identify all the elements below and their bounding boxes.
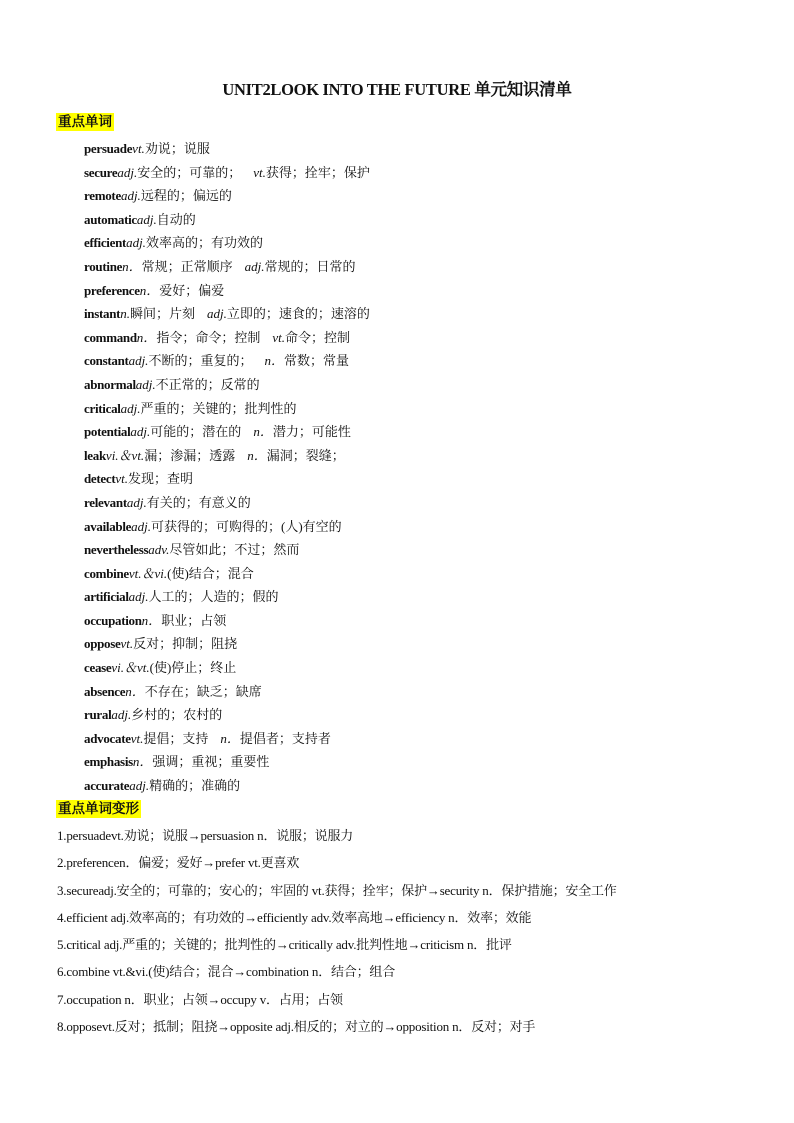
vocab-item [84,538,764,562]
part-of-speech: vt. [272,329,285,345]
definition: 不正常的；反常的 [155,376,260,392]
vocab-word: available [84,518,132,534]
part-of-speech: adj. [128,589,149,605]
vocab-item [84,750,764,774]
part-of-speech: adj. [120,400,141,416]
vocab-word: command [84,329,137,345]
part-of-speech: n． [220,730,240,746]
definition: 提倡；支持 [143,730,209,746]
vocab-item [84,632,764,656]
definition: 劝说；说服 [144,141,210,156]
part-of-speech: adj. [136,211,157,227]
vocab-word: automatic [84,211,137,227]
part-of-speech: vi.＆vt. [105,447,145,463]
vocab-word: advocate [84,730,131,746]
definition: 常规的；日常的 [264,258,356,274]
part-of-speech: vt.＆vi. [128,565,168,581]
part-of-speech: n. [120,306,130,322]
vocab-item [84,349,764,373]
vocab-item [84,137,764,161]
vocab-item [84,491,764,515]
vocab-word: cease [84,660,112,676]
definition: 瞬间；片刻 [129,306,195,322]
part-of-speech: adj. [120,188,141,204]
part-of-speech: n． [136,329,157,345]
vocab-word: remote [84,188,121,204]
part-of-speech: n． [139,282,160,298]
vocab-word: critical [84,400,121,416]
definition: 乡村的；农村的 [131,707,223,723]
part-of-speech: adj. [126,494,147,510]
definition: 漏洞；裂缝； [266,447,345,463]
word-form-item: 8.opposevt.反对；抵制；阻挠→opposite adj.相反的；对立的→opposition n．反对；对手 [57,1019,536,1035]
vocab-word: emphasis [84,754,133,770]
definition: 人工的；人造的；假的 [148,589,279,605]
vocab-word: combine [84,565,129,581]
definition: 安全的；可靠的； [137,164,242,180]
vocab-word: potential [84,424,131,440]
definition: 爱好；偏爱 [159,282,225,298]
vocab-item [84,255,764,279]
vocab-item [84,420,764,444]
part-of-speech: vt. [120,636,134,652]
vocab-item [84,609,764,633]
part-of-speech: adj. [130,424,151,440]
vocab-item [84,515,764,539]
vocab-word: secure [84,164,118,180]
word-forms-list [57,822,777,1040]
part-of-speech: vt. [253,164,266,180]
vocab-word: accurate [84,778,130,794]
page-title: UNIT2LOOK INTO THE FUTURE 单元知识清单 [222,80,572,99]
part-of-speech: vt. [130,730,144,746]
part-of-speech: adj. [129,778,150,794]
part-of-speech: n． [122,258,142,274]
definition: 潜力；可能性 [272,424,351,440]
definition: 获得；拴牢；保护 [265,164,370,180]
definition: 可能的；潜在的 [150,424,242,440]
vocab-item [84,397,764,421]
definition: 远程的；偏远的 [140,188,232,204]
definition: 反对；抑制；阻挠 [133,636,238,652]
vocab-word: efficient [84,235,127,251]
part-of-speech: adj. [206,306,227,322]
vocab-item [84,703,764,727]
definition: 不存在；缺乏；缺席 [144,683,262,699]
vocab-item [84,680,764,704]
vocab-word: absence [84,683,126,699]
definition: 漏；渗漏；透露 [144,447,236,463]
vocab-item [84,326,764,350]
part-of-speech: adj. [126,235,146,251]
vocab-section-label: 重点单词 [58,114,112,129]
vocab-item [84,467,764,491]
part-of-speech: adj. [131,518,152,534]
definition: 有关的；有意义的 [146,494,251,510]
part-of-speech: adj. [128,353,149,369]
definition: 效率高的；有功效的 [145,235,263,251]
definition: 发现；查明 [128,471,194,487]
word-form-item: 1.persuadevt.劝说；说服→persuasion n．说服；说服力 [57,828,354,843]
vocab-word: constant [84,353,129,369]
vocab-item [84,208,764,232]
part-of-speech: adj. [111,707,132,723]
vocab-word: routine [84,258,123,274]
definition: 职业；占领 [161,612,227,628]
definition: 提倡者；支持者 [239,730,331,746]
part-of-speech: adj. [244,258,265,274]
part-of-speech: n． [253,424,273,440]
definition: 尽管如此；不过；然而 [169,542,300,558]
vocab-item [84,774,764,798]
definition: 命令；控制 [284,329,350,345]
vocab-item [84,727,764,751]
definition: 可获得的；可购得的；(人)有空的 [151,518,342,534]
definition: 指令；命令；控制 [156,329,261,345]
word-form-item: 5.critical adj.严重的；关键的；批判性的→critically adv.批判性地→criticism n．批评 [57,937,512,953]
vocab-word: relevant [84,494,127,510]
definition: (使)结合；混合 [167,565,254,581]
vocab-word: rural [84,707,112,723]
definition: 常数；常量 [283,353,349,369]
part-of-speech: n． [264,353,284,369]
definition: 常规；正常顺序 [141,258,233,274]
vocab-item [84,373,764,397]
part-of-speech: vt. [115,471,129,487]
vocab-word: persuade [84,141,133,156]
vocab-word: artificial [84,589,129,605]
vocab-word: abnormal [84,376,136,392]
vocab-word: nevertheless [84,542,149,558]
vocab-item [84,302,764,326]
vocab-word: leak [84,447,106,463]
definition: (使)停止；终止 [149,660,237,676]
definition: 严重的；关键的；批判性的 [140,400,297,416]
vocab-word: detect [84,471,116,487]
definition: 强调；重视；重要性 [152,754,270,770]
definition: 精确的；准确的 [149,778,241,794]
vocab-item [84,161,764,185]
vocab-item [84,562,764,586]
definition: 不断的；重复的； [148,353,253,369]
part-of-speech: adj. [135,376,156,392]
vocab-item [84,585,764,609]
forms-section-label: 重点单词变形 [58,801,139,816]
word-form-item: 3.secureadj.安全的；可靠的；安心的；牢固的 vt.获得；拴牢；保护→security n．保护措施；安全工作 [57,882,617,898]
part-of-speech: n． [125,683,145,699]
word-form-item: 4.efficient adj.效率高的；有功效的→efficiently adv.效率高地→efficiency n．效率；效能 [57,909,532,925]
word-form-item: 2.preferencen．偏爱；爱好→prefer vt.更喜欢 [57,855,300,871]
word-form-item: 6.combine vt.&vi.(使)结合；混合→combination n．结合；组合 [57,964,395,980]
vocab-item [84,279,764,303]
vocab-word: occupation [84,612,142,628]
vocab-word: preference [84,282,140,298]
part-of-speech: n． [132,754,153,770]
definition: 自动的 [156,211,196,227]
part-of-speech: adv. [148,542,170,558]
part-of-speech: vi.＆vt. [111,660,150,676]
part-of-speech: n． [247,447,267,463]
vocab-item [84,231,764,255]
part-of-speech: vt. [132,141,145,156]
vocab-word: instant [84,306,121,322]
part-of-speech: n． [141,612,162,628]
vocab-item [84,184,764,208]
definition: 立即的；速食的；速溶的 [226,306,370,322]
vocab-item [84,656,764,680]
part-of-speech: adj. [117,164,138,180]
vocab-item [84,444,764,468]
vocab-list [84,137,764,798]
vocab-word: oppose [84,636,121,652]
word-form-item: 7.occupation n．职业；占领→occupy v．占用；占领 [57,991,343,1007]
